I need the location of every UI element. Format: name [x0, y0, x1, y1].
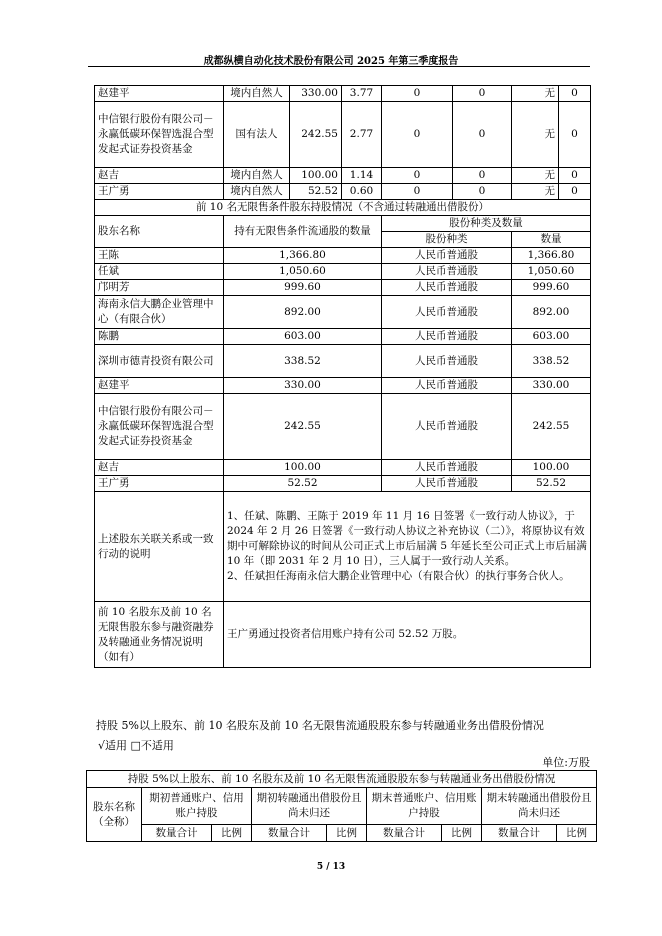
relation-text-1: 1、任斌、陈鹏、王陈于 2019 年 11 月 16 日签署《一致行动人协议》，于 2024 年 2 月 26 日签署《一致行动人协议之补充协议（二）》，将原协议有效期中可解除协议的时间从公司正式上市后届满 5 年延长至公司正式上市后届满 10 年（即 2031 年 2 月 10 日），三人属于一致行动人关系。 [227, 510, 587, 567]
cell-pledge-amt: 0 [453, 168, 512, 184]
cell-pledge-num: 0 [559, 168, 591, 184]
margin-text: 王广勇通过投资者信用账户持有公司 52.52 万股。 [224, 602, 591, 668]
shareholder-row [95, 168, 591, 184]
cell-pledge-status: 无 [512, 86, 559, 102]
cell-pct: 3.77 [342, 86, 382, 102]
cell-nature: 境内自然人 [224, 86, 290, 102]
cell-nature: 境内自然人 [224, 168, 290, 184]
relation-label: 上述股东关联关系或一致行动的说明 [95, 492, 224, 602]
cell-num: 100.00 [512, 460, 591, 476]
cell-name: 海南永信大鹏企业管理中心（有限合伙） [95, 296, 224, 329]
cell-pledge-amt: 0 [453, 184, 512, 200]
header-divider [88, 66, 590, 67]
cell-type: 人民币普通股 [382, 345, 512, 378]
relation-text [224, 492, 591, 602]
cell-name: 王广勇 [95, 184, 224, 200]
sub-ratio: 比例 [442, 825, 482, 842]
sub-ratio: 比例 [557, 825, 597, 842]
col-header-type-group: 股份种类及数量 [382, 216, 591, 232]
cell-num: 892.00 [512, 296, 591, 329]
cell-name: 赵建平 [95, 86, 224, 102]
cell-type: 人民币普通股 [382, 476, 512, 492]
shareholder-table [94, 85, 591, 668]
cell-restricted: 0 [382, 102, 453, 168]
cell-qty: 52.52 [224, 476, 382, 492]
cell-qty: 1,050.60 [224, 264, 382, 280]
cell-name: 陈鹏 [95, 329, 224, 345]
sub-total: 数量合计 [482, 825, 557, 842]
cell-pledge-status: 无 [512, 168, 559, 184]
cell-amount: 330.00 [290, 86, 342, 102]
sub-total: 数量合计 [142, 825, 212, 842]
col-header-name: 股东名称 [95, 216, 224, 248]
cell-num: 52.52 [512, 476, 591, 492]
relation-text-2: 2、任斌担任海南永信大鹏企业管理中心（有限合伙）的执行事务合伙人。 [227, 570, 570, 582]
cell-type: 人民币普通股 [382, 280, 512, 296]
cell-qty: 892.00 [224, 296, 382, 329]
cell-name: 邝明芳 [95, 280, 224, 296]
cell-pledge-status: 无 [512, 184, 559, 200]
cell-pct: 2.77 [342, 102, 382, 168]
unrestricted-row [95, 264, 591, 280]
unit-label: 单位:万股 [542, 756, 590, 769]
cell-num: 1,050.60 [512, 264, 591, 280]
col-header-qty: 持有无限售条件流通股的数量 [224, 216, 382, 248]
cell-qty: 999.60 [224, 280, 382, 296]
cell-type: 人民币普通股 [382, 394, 512, 460]
shareholder-row [95, 102, 591, 168]
lending-col-g4: 期末转融通出借股份且尚未归还 [482, 788, 597, 825]
lending-table [86, 770, 597, 842]
cell-type: 人民币普通股 [382, 378, 512, 394]
cell-name: 任斌 [95, 264, 224, 280]
cell-amount: 52.52 [290, 184, 342, 200]
unrestricted-row [95, 280, 591, 296]
unrestricted-row [95, 296, 591, 329]
lending-col-g1: 期初普通账户、信用账户持股 [142, 788, 252, 825]
lending-col-g3: 期末普通账户、信用账户持股 [367, 788, 482, 825]
cell-pct: 0.60 [342, 184, 382, 200]
cell-qty: 242.55 [224, 394, 382, 460]
unrestricted-row [95, 248, 591, 264]
cell-name: 赵建平 [95, 378, 224, 394]
cell-pledge-num: 0 [559, 86, 591, 102]
cell-type: 人民币普通股 [382, 460, 512, 476]
cell-num: 242.55 [512, 394, 591, 460]
unrestricted-row [95, 378, 591, 394]
unrestricted-row [95, 460, 591, 476]
cell-name: 深圳市德青投资有限公司 [95, 345, 224, 378]
cell-type: 人民币普通股 [382, 329, 512, 345]
cell-pledge-amt: 0 [453, 102, 512, 168]
sub-total: 数量合计 [367, 825, 442, 842]
cell-qty: 330.00 [224, 378, 382, 394]
page-header: 成都纵横自动化技术股份有限公司 2025 年第三季度报告 [203, 56, 459, 67]
margin-label: 前 10 名股东及前 10 名无限售股东参与融资融券及转融通业务情况说明（如有） [95, 602, 224, 668]
cell-num: 1,366.80 [512, 248, 591, 264]
cell-type: 人民币普通股 [382, 248, 512, 264]
lending-col-name: 股东名称（全称） [87, 788, 142, 842]
cell-nature: 国有法人 [224, 102, 290, 168]
sub-total: 数量合计 [252, 825, 327, 842]
cell-pledge-amt: 0 [453, 86, 512, 102]
cell-qty: 100.00 [224, 460, 382, 476]
cell-nature: 境内自然人 [224, 184, 290, 200]
cell-name: 中信银行股份有限公司－永赢低碳环保智选混合型发起式证券投资基金 [95, 394, 224, 460]
cell-qty: 1,366.80 [224, 248, 382, 264]
cell-name: 王广勇 [95, 476, 224, 492]
col-header-type: 股份种类 [382, 232, 512, 248]
cell-pct: 1.14 [342, 168, 382, 184]
cell-pledge-status: 无 [512, 102, 559, 168]
cell-pledge-num: 0 [559, 102, 591, 168]
unrestricted-row [95, 394, 591, 460]
cell-name: 赵吉 [95, 168, 224, 184]
shareholder-row [95, 184, 591, 200]
cell-amount: 100.00 [290, 168, 342, 184]
cell-restricted: 0 [382, 86, 453, 102]
cell-num: 338.52 [512, 345, 591, 378]
cell-num: 330.00 [512, 378, 591, 394]
cell-type: 人民币普通股 [382, 264, 512, 280]
cell-name: 中信银行股份有限公司－永赢低碳环保智选混合型发起式证券投资基金 [95, 102, 224, 168]
cell-num: 999.60 [512, 280, 591, 296]
cell-restricted: 0 [382, 184, 453, 200]
lending-table-title: 持股 5%以上股东、前 10 名股东及前 10 名无限售流通股股东参与转融通业务出借股份情况 [87, 771, 597, 788]
shareholder-row [95, 86, 591, 102]
cell-num: 603.00 [512, 329, 591, 345]
cell-qty: 338.52 [224, 345, 382, 378]
cell-amount: 242.55 [290, 102, 342, 168]
applicability-options: √适用 □不适用 [98, 739, 174, 752]
sub-ratio: 比例 [212, 825, 252, 842]
lending-heading: 持股 5%以上股东、前 10 名股东及前 10 名无限售流通股股东参与转融通业务出借股份情况 [96, 719, 544, 732]
page-number: 5 / 13 [316, 862, 346, 872]
unrestricted-row [95, 329, 591, 345]
cell-restricted: 0 [382, 168, 453, 184]
lending-col-g2: 期初转融通出借股份且尚未归还 [252, 788, 367, 825]
cell-name: 王陈 [95, 248, 224, 264]
sub-ratio: 比例 [327, 825, 367, 842]
unrestricted-title: 前 10 名无限售条件股东持股情况（不含通过转融通出借股份） [95, 200, 591, 216]
cell-type: 人民币普通股 [382, 296, 512, 329]
cell-qty: 603.00 [224, 329, 382, 345]
unrestricted-row [95, 345, 591, 378]
col-header-num: 数量 [512, 232, 591, 248]
cell-pledge-num: 0 [559, 184, 591, 200]
unrestricted-row [95, 476, 591, 492]
cell-name: 赵吉 [95, 460, 224, 476]
